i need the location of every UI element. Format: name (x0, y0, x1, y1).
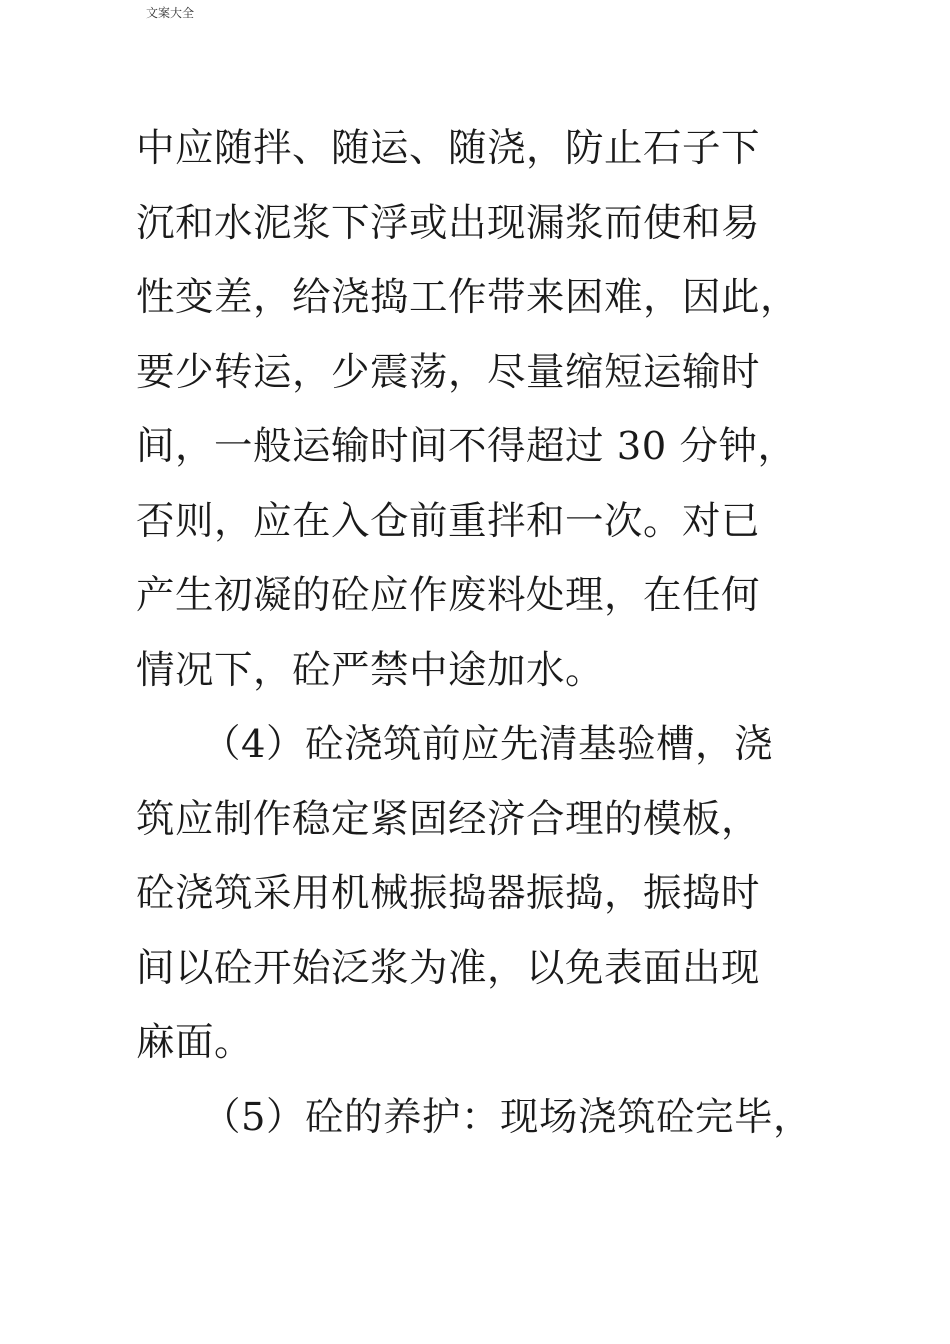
text-line: 性变差，给浇捣工作带来困难，因此， (136, 275, 800, 320)
paragraph-start-line: （5）砼的养护：现场浇筑砼完毕， (202, 1094, 812, 1140)
text-line: 沉和水泥浆下浮或出现漏浆而使和易 (136, 200, 761, 246)
text-line: 麻面。 (136, 1020, 254, 1065)
text-line: 要少转运，少震荡，尽量缩短运输时 (136, 349, 761, 395)
text-line: 砼浇筑采用机械振捣器振捣，振捣时 (136, 871, 761, 916)
text-line: 间以砼开始泛浆为准，以免表面出现 (136, 945, 761, 991)
text-line: 情况下，砼严禁中途加水。 (136, 647, 605, 693)
header-note: 文案大全 (146, 6, 195, 20)
text-line: 否则，应在入仓前重拌和一次。对已 (136, 498, 761, 544)
text-line: 产生初凝的砼应作废料处理，在任何 (136, 573, 761, 618)
document-body (136, 112, 826, 1155)
text-line: 中应随拌、随运、随浇，防止石子下 (136, 126, 761, 171)
text-line: 间，一般运输时间不得超过 30 分钟， (136, 424, 797, 469)
paragraph-start-line: （4）砼浇筑前应先清基验槽，浇 (202, 722, 773, 767)
text-line: 筑应制作稳定紧固经济合理的模板， (136, 796, 761, 842)
